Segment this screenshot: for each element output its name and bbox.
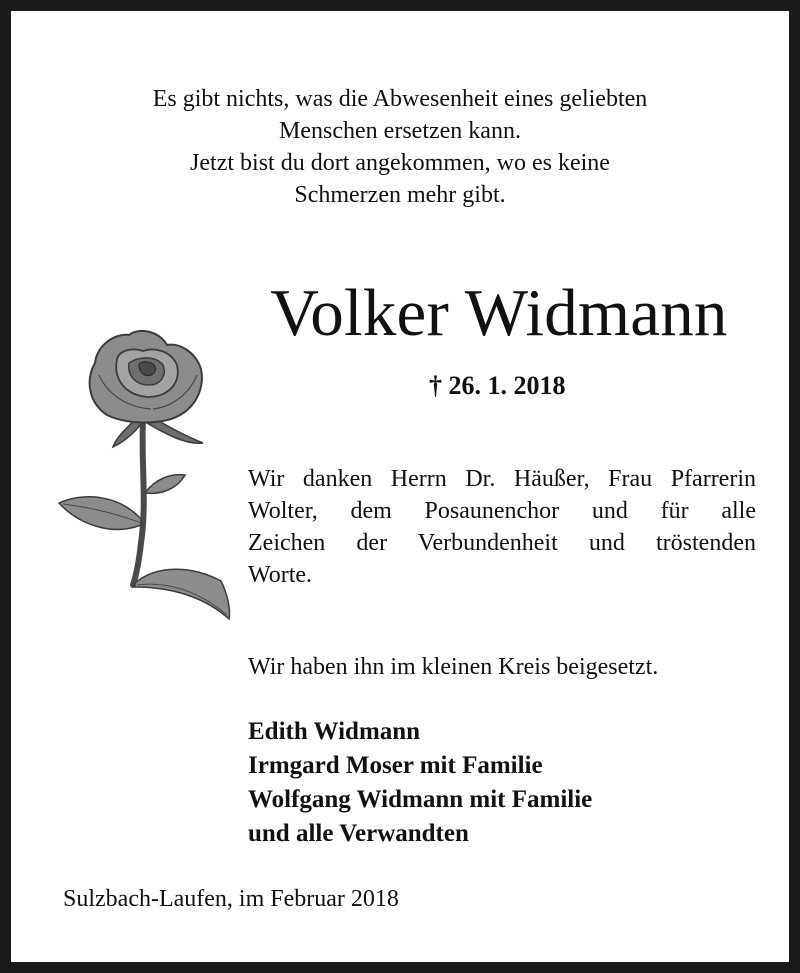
rose-leaf <box>59 497 141 530</box>
signer: und alle Verwandten <box>248 820 469 847</box>
quote-line: Menschen ersetzen kann. <box>279 118 521 144</box>
thanks-line: Wolter, dem Posaunenchor und für alle <box>248 498 756 524</box>
rose-leaf <box>145 475 185 494</box>
place-and-date: Sulzbach-Laufen, im Februar 2018 <box>63 886 399 912</box>
signer: Edith Widmann <box>248 718 421 745</box>
signer: Wolfgang Widmann mit Familie <box>248 786 593 813</box>
memorial-quote <box>71 83 729 211</box>
rose-leaf <box>135 569 230 619</box>
signers-list <box>248 715 592 851</box>
thanks-line: Worte. <box>248 562 313 588</box>
rose-stem <box>133 419 144 585</box>
thanks-paragraph <box>248 463 756 591</box>
deceased-name: Volker Widmann <box>270 276 728 350</box>
rose-illustration <box>55 323 235 625</box>
quote-line: Schmerzen mehr gibt. <box>294 182 506 208</box>
quote-line: Jetzt bist du dort angekommen, wo es keine <box>190 150 610 176</box>
burial-note: Wir haben ihn im kleinen Kreis beigesetzt. <box>248 654 659 680</box>
signer: Irmgard Moser mit Familie <box>248 752 543 779</box>
quote-line: Es gibt nichts, was die Abwesenheit eines geliebten <box>152 86 648 112</box>
death-date: † 26. 1. 2018 <box>429 371 566 400</box>
thanks-line: Wir danken Herrn Dr. Häußer, Frau Pfarrerin <box>248 466 756 492</box>
thanks-line: Zeichen der Verbundenheit und tröstenden <box>248 530 756 556</box>
